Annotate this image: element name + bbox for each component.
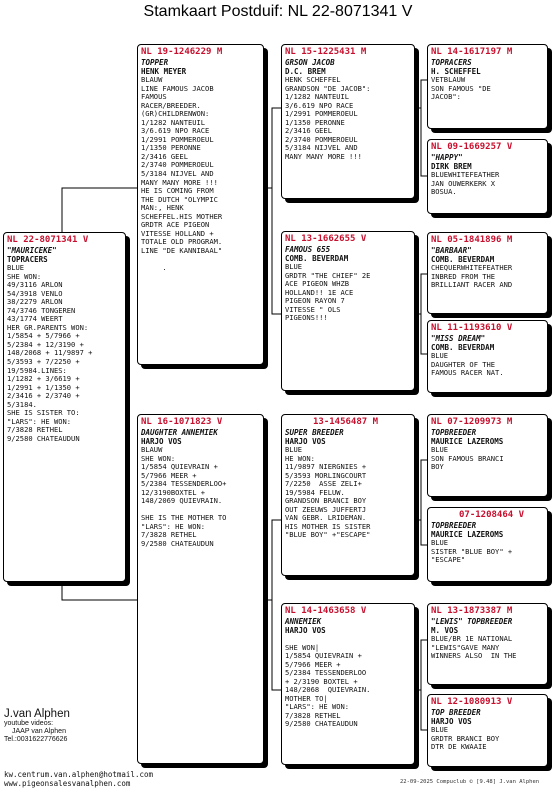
pigeon-card-sdd[interactable] xyxy=(427,320,548,393)
pigeon-name: DAUGHTER ANNEMIEK xyxy=(141,428,218,437)
owner-name: MAURICE LAZEROMS xyxy=(431,437,504,446)
pigeon-description: SHE WON| 1/5854 QUIEVRAIN + 5/7966 MEER + 5/2384 TESSENDERLOO + 2/3190 BOXTEL + 148/2068 QUIEVRAIN. MOTHER TO| "LARS": HE WON: 7/3828 RETHEL 9/2580 CHATEAUDUN xyxy=(285,642,371,729)
pigeon-description: BLUEWHITEFEATHER JAN OUWERKERK X BOSUA. xyxy=(431,170,500,197)
owner-name: HARJO VOS xyxy=(141,437,182,446)
ring-number: NL 15-1225431 M xyxy=(285,47,367,57)
pigeon-description: CHEQUERWHITEFEATHER INBRED FROM THE BRILLIANT RACER AND xyxy=(431,263,513,290)
pigeon-description: BLUE GRDTR BRANCI BOY DTR DE KWAAIE xyxy=(431,725,500,752)
ring-number: NL 05-1841896 M xyxy=(431,235,513,245)
pigeon-card-ddd[interactable] xyxy=(427,694,548,767)
pigeon-card-sss[interactable] xyxy=(427,44,548,129)
ring-number: NL 16-1071823 V xyxy=(141,417,223,427)
ring-number: NL 13-1662655 V xyxy=(285,234,367,244)
pigeon-card-dds[interactable] xyxy=(427,603,548,685)
pigeon-card-subject[interactable] xyxy=(3,232,126,582)
owner-name: D.C. BREM xyxy=(285,67,326,76)
pigeon-card-sds[interactable] xyxy=(427,232,548,314)
owner-name: COMB. BEVERDAM xyxy=(431,255,495,264)
owner-name: M. VOS xyxy=(431,626,459,635)
pigeon-card-dsd[interactable] xyxy=(427,507,548,582)
owner-name: H. SCHEFFEL xyxy=(431,67,481,76)
ring-number: 13-1456487 M xyxy=(313,417,379,427)
owner-name: TOPRACERS xyxy=(7,255,48,264)
owner-name: HARJO VOS xyxy=(431,717,472,726)
ring-number: NL 14-1463658 V xyxy=(285,606,367,616)
owner-name: HARJO VOS xyxy=(285,626,326,635)
owner-name: MAURICE LAZEROMS xyxy=(431,530,504,539)
ring-number: NL 13-1873387 M xyxy=(431,606,513,616)
pigeon-description: BLAUW LINE FAMOUS JACOB FAMOUS RACER/BREEDER. (GR)CHILDRENWON: 1/1282 NANTEUIL 3/6.619 NPO RACE 1/2991 POMMEROEUL 1/1350 PERONNE 2/3416 GEEL 2/3740 POMMEROEUL 5/3184 NIJVEL AND MANY MANY MORE !!! HE IS COMING FROM THE DUTCH "OLYMPIC MAN:, HENK SCHEFFEL.HIS MOTHER GRDTR ACE PIGEON VITESSE HOLLAND + TOTALE OLD PROGRAM. LINE "DE KANNIBAAL" . xyxy=(141,75,223,273)
pigeon-card-sire-dam[interactable] xyxy=(281,231,415,391)
email-link[interactable]: kw.centrum.van.alphen@hotmail.com xyxy=(4,770,154,779)
youtube-channel[interactable]: JAAP van Alphen xyxy=(12,728,66,735)
ring-number: NL 22-8071341 V xyxy=(7,235,89,245)
ring-number: NL 19-1246229 M xyxy=(141,47,223,57)
pigeon-name: TOP BREEDER xyxy=(431,708,481,717)
pigeon-name: TOPBREEDER xyxy=(431,521,477,530)
pigeon-description: BLUE SON FAMOUS BRANCI BOY xyxy=(431,445,504,472)
pigeon-description: BLAUW SHE WON: 1/5854 QUIEVRAIN + 5/7966 MEER + 5/2384 TESSENDERLOO+ 12/3190BOXTEL + 148/2069 QUIEVRAIN. SHE IS THE MOTHER TO "LARS": HE WON: 7/3828 RETHEL 9/2580 CHATEAUDUN xyxy=(141,445,227,549)
breeder-name: J.van Alphen xyxy=(4,708,70,720)
pigeon-description: VETBLAUW SON FAMOUS "DE JACOB": xyxy=(431,75,491,102)
pigeon-description: BLUE GRDTR "THE CHIEF" 2E ACE PIGEON WHZB HOLLAND!! 1E ACE PIGEON RAYON 7 VITESSE " OLS PIGEONS!!! xyxy=(285,262,371,323)
pigeon-name: GRSON JACOB xyxy=(285,58,335,67)
pigeon-name: TOPRACERS xyxy=(431,58,472,67)
pigeon-name: "LEWIS" TOPBREEDER xyxy=(431,617,513,626)
owner-name: COMB. BEVERDAM xyxy=(285,254,349,263)
telephone: Tel.:0031622776626 xyxy=(4,736,68,743)
pigeon-description: BLUE DAUGHTER OF THE FAMOUS RACER NAT. xyxy=(431,351,504,378)
pigeon-name: "HAPPY" xyxy=(431,153,463,162)
ring-number: NL 12-1080913 V xyxy=(431,697,513,707)
ring-number: NL 11-1193610 V xyxy=(431,323,513,333)
ring-number: 07-1208464 V xyxy=(459,510,525,520)
pigeon-card-dam-sire[interactable] xyxy=(281,414,415,576)
pigeon-name: "BARBAAR" xyxy=(431,246,472,255)
pigeon-card-dam-dam[interactable] xyxy=(281,603,415,765)
pigeon-description: BLUE SHE WON: 49/3116 ARLON 54/3918 VENLO 38/2279 ARLON 74/3746 TONGEREN 43/1774 WEERT HER GR.PARENTS WON: 1/5854 + 5/7966 + 5/2384 + 12/3190 + 148/2068 + 11/9897 + 5/3593 + 7/2250 + 19/5984.LINES: 1/1282 + 3/6619 + 1/2991 + 1/1350 + 2/3416 + 2/3740 + 5/3184. SHE IS SISTER TO: "LARS": HE WON: 7/3828 RETHEL 9/2580 CHATEAUDUN xyxy=(7,263,93,443)
website-link[interactable]: www.pigeonsalesvanalphen.com xyxy=(4,779,131,788)
pigeon-card-sire[interactable] xyxy=(137,44,264,365)
pigeon-description: HENK SCHEFFEL GRANDSON "DE JACOB": 1/1282 NANTEUIL 3/6.619 NPO RACE 1/2991 POMMEROEUL 1/1350 PERONNE 2/3416 GEEL 2/3740 POMMEROEUL 5/3184 NIJVEL AND MANY MANY MORE !!! xyxy=(285,75,371,161)
pigeon-description: BLUE/BR 1E NATIONAL "LEWIS"GAVE MANY WINNERS ALSO IN THE xyxy=(431,634,517,661)
pigeon-name: "MAURICEKE" xyxy=(7,246,57,255)
pigeon-name: SUPER BREEDER xyxy=(285,428,344,437)
print-footer: 22-09-2025 Compuclub © [9.48] J.van Alphen xyxy=(400,779,540,785)
web-contact xyxy=(4,770,153,788)
page-title: Stamkaart Postduif: NL 22-8071341 V xyxy=(143,3,413,20)
owner-name: DIRK BREM xyxy=(431,162,472,171)
ring-number: NL 14-1617197 M xyxy=(431,47,513,57)
contact-block xyxy=(4,720,67,744)
ring-number: NL 09-1669257 V xyxy=(431,142,513,152)
pigeon-description: BLUE HE WON: 11/9897 NIERGNIES + 5/3593 MORLINGCOURT 7/2250 ASSE ZELI+ 19/5984 FELUW. GRANDSON BRANCI BOY OUT ZEEUWS JUFFERTJ VAN GEBR. LRIDEMAN. HIS MOTHER IS SISTER "BLUE BOY" +"ESCAPE" xyxy=(285,445,371,540)
owner-name: HENK MEYER xyxy=(141,67,187,76)
pigeon-card-dam[interactable] xyxy=(137,414,264,764)
pigeon-card-ssd[interactable] xyxy=(427,139,548,214)
pigeon-name: TOPBREEDER xyxy=(431,428,477,437)
pigeon-name: TOPPER xyxy=(141,58,169,67)
pigeon-description: BLUE SISTER "BLUE BOY" + "ESCAPE" xyxy=(431,538,513,565)
pigeon-name: "MISS DREAM" xyxy=(431,334,486,343)
pigeon-name: FAMOUS 655 xyxy=(285,245,331,254)
owner-name: HARJO VOS xyxy=(285,437,326,446)
pigeon-name: ANNEMIEK xyxy=(285,617,322,626)
pigeon-card-sire-sire[interactable] xyxy=(281,44,415,199)
youtube-label: youtube videos: xyxy=(4,720,54,727)
owner-name: COMB. BEVERDAM xyxy=(431,343,495,352)
pigeon-card-dss[interactable] xyxy=(427,414,548,497)
ring-number: NL 07-1209973 M xyxy=(431,417,513,427)
